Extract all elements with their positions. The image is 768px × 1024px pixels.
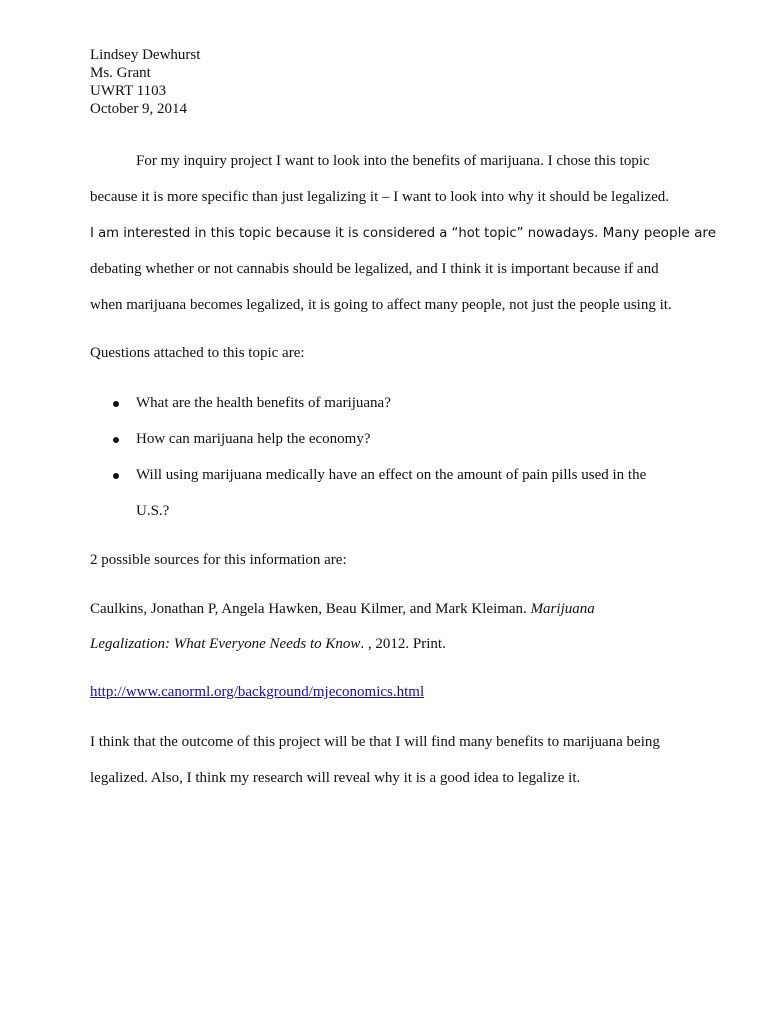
- question-1: What are the health benefits of marijuana?: [136, 395, 391, 411]
- citation-title-part-1: Marijuana: [530, 601, 595, 617]
- citation-title-part-2: Legalization: What Everyone Needs to Know: [90, 636, 361, 652]
- intro-line-2: because it is more specific than just legalizing it – I want to look into why it should be legalized.: [90, 189, 670, 205]
- intro-line-3-part-1: I am interested in this topic because it is considered a “hot topic” nowadays.: [90, 226, 599, 241]
- course-code: UWRT 1103: [90, 83, 167, 99]
- intro-line-3: [90, 225, 716, 242]
- source-link[interactable]: http://www.canorml.org/background/mjeconomics.html: [90, 684, 425, 700]
- outcome-line-2: legalized. Also, I think my research will reveal why it is a good idea to legalize it.: [90, 770, 581, 786]
- bullet-icon: [113, 401, 121, 409]
- student-name: Lindsey Dewhurst: [90, 47, 201, 63]
- citation-line-1: [90, 601, 595, 618]
- bullet-icon: [113, 473, 121, 481]
- citation-authors: Caulkins, Jonathan P, Angela Hawken, Beau Kilmer, and Mark Kleiman.: [90, 601, 531, 617]
- intro-line-1: For my inquiry project I want to look into the benefits of marijuana. I chose this topic: [136, 153, 650, 169]
- intro-line-3-part-2: Many people are: [598, 225, 717, 241]
- citation-tail: . , 2012. Print.: [360, 636, 446, 652]
- document-header: [90, 46, 200, 118]
- questions-heading: Questions attached to this topic are:: [90, 345, 305, 361]
- document-date: October 9, 2014: [90, 101, 188, 117]
- outcome-line-1: I think that the outcome of this project will be that I will find many benefits to marijuana being: [90, 734, 660, 750]
- instructor-name: Ms. Grant: [90, 65, 151, 81]
- question-2: How can marijuana help the economy?: [136, 431, 371, 447]
- citation-line-2: [90, 636, 446, 653]
- question-3-continuation: U.S.?: [136, 503, 170, 519]
- intro-line-5: when marijuana becomes legalized, it is going to affect many people, not just the people using it.: [90, 297, 672, 313]
- sources-heading: 2 possible sources for this information are:: [90, 552, 347, 568]
- question-3: Will using marijuana medically have an effect on the amount of pain pills used in the: [136, 467, 647, 483]
- source-link-line: [90, 684, 424, 701]
- bullet-icon: [113, 437, 121, 445]
- intro-line-4: debating whether or not cannabis should be legalized, and I think it is important because if and: [90, 261, 659, 277]
